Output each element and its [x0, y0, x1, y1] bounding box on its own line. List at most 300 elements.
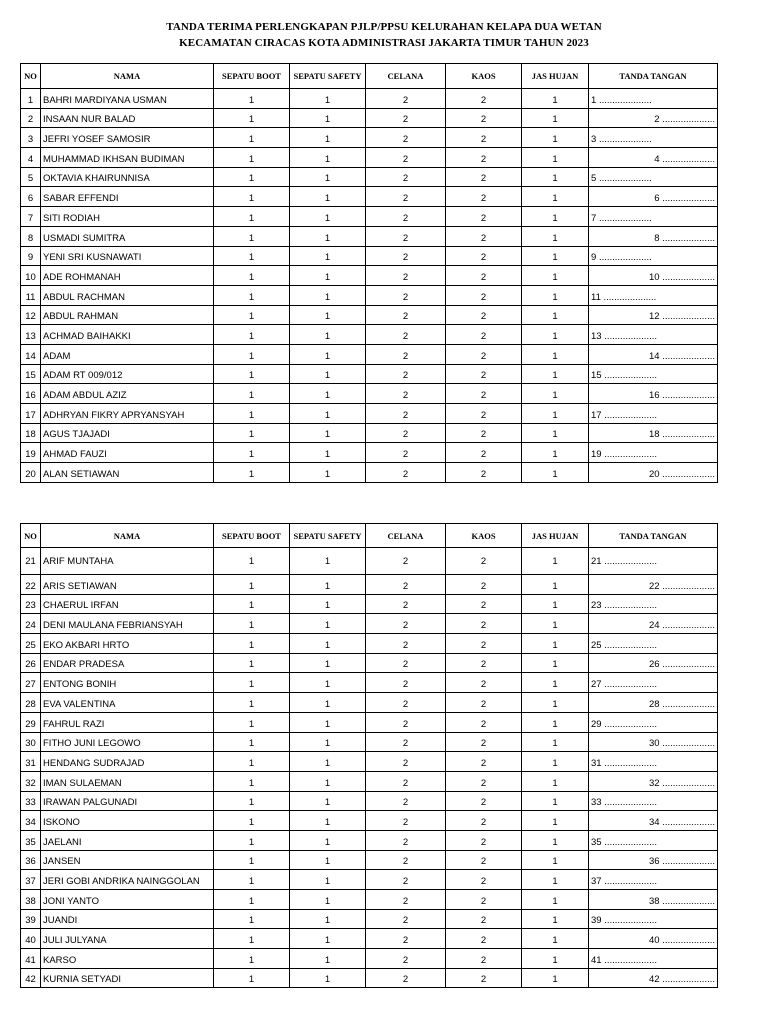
signature-field[interactable] [589, 968, 718, 988]
sepatu-boot-qty: 1 [214, 712, 290, 732]
celana-qty: 2 [366, 344, 446, 364]
signature-field[interactable] [589, 266, 718, 286]
table-header-row [21, 524, 718, 548]
sepatu-safety-qty: 1 [290, 575, 366, 595]
jas-hujan-qty: 1 [522, 732, 589, 752]
signature-field[interactable] [589, 949, 718, 969]
kaos-qty: 2 [446, 305, 522, 325]
row-number: 5 [21, 167, 41, 187]
row-number: 20 [21, 463, 41, 483]
table-row [21, 850, 718, 870]
row-number: 12 [21, 305, 41, 325]
sepatu-safety-qty: 1 [290, 246, 366, 266]
sepatu-boot-qty: 1 [214, 128, 290, 148]
sepatu-boot-qty: 1 [214, 752, 290, 772]
sepatu-boot-qty: 1 [214, 207, 290, 227]
celana-qty: 2 [366, 634, 446, 654]
kaos-qty: 2 [446, 344, 522, 364]
sepatu-boot-qty: 1 [214, 909, 290, 929]
celana-qty: 2 [366, 128, 446, 148]
row-number: 41 [21, 949, 41, 969]
sepatu-boot-qty: 1 [214, 463, 290, 483]
sepatu-safety-qty: 1 [290, 870, 366, 890]
sepatu-boot-qty: 1 [214, 443, 290, 463]
sepatu-boot-qty: 1 [214, 266, 290, 286]
signature-dotted-line: .................... [662, 738, 715, 750]
jas-hujan-qty: 1 [522, 325, 589, 345]
table-row [21, 771, 718, 791]
signature-field[interactable] [589, 830, 718, 850]
sepatu-boot-qty: 1 [214, 929, 290, 949]
table-row [21, 752, 718, 772]
signature-field[interactable] [589, 364, 718, 384]
signature-field[interactable] [589, 128, 718, 148]
sepatu-safety-qty: 1 [290, 187, 366, 207]
jas-hujan-qty: 1 [522, 548, 589, 575]
jas-hujan-qty: 1 [522, 850, 589, 870]
celana-qty: 2 [366, 653, 446, 673]
signature-number: 40 [648, 935, 660, 947]
sepatu-boot-qty: 1 [214, 364, 290, 384]
signature-field[interactable] [589, 752, 718, 772]
kaos-qty: 2 [446, 89, 522, 109]
sepatu-boot-qty: 1 [214, 850, 290, 870]
row-number: 31 [21, 752, 41, 772]
recipient-name: ALAN SETIAWAN [41, 463, 214, 483]
column-header-sepatu-safety: SEPATU SAFETY [290, 64, 366, 89]
recipient-name: USMADI SUMITRA [41, 226, 214, 246]
row-number: 11 [21, 285, 41, 305]
celana-qty: 2 [366, 108, 446, 128]
kaos-qty: 2 [446, 207, 522, 227]
row-number: 38 [21, 890, 41, 910]
table-row [21, 148, 718, 168]
celana-qty: 2 [366, 890, 446, 910]
sepatu-safety-qty: 1 [290, 752, 366, 772]
signature-field[interactable] [589, 634, 718, 654]
signature-number: 4 [654, 153, 660, 165]
signature-number: 25 [591, 639, 602, 651]
signature-field[interactable] [589, 850, 718, 870]
sepatu-safety-qty: 1 [290, 614, 366, 634]
signature-dotted-line: .................... [604, 718, 658, 730]
kaos-qty: 2 [446, 575, 522, 595]
kaos-qty: 2 [446, 949, 522, 969]
row-number: 16 [21, 384, 41, 404]
signature-number: 41 [591, 954, 602, 966]
jas-hujan-qty: 1 [522, 226, 589, 246]
row-number: 33 [21, 791, 41, 811]
recipient-name: AHMAD FAUZI [41, 443, 214, 463]
column-header-nama: NAMA [41, 64, 214, 89]
kaos-qty: 2 [446, 423, 522, 443]
jas-hujan-qty: 1 [522, 305, 589, 325]
signature-field[interactable] [589, 548, 718, 575]
sepatu-boot-qty: 1 [214, 548, 290, 575]
row-number: 27 [21, 673, 41, 693]
signature-field[interactable] [589, 614, 718, 634]
recipient-name: ARIS SETIAWAN [41, 575, 214, 595]
signature-number: 16 [648, 390, 660, 401]
column-header-celana: CELANA [366, 64, 446, 89]
table-row [21, 266, 718, 286]
signature-number: 1 [591, 94, 597, 106]
signature-field[interactable] [589, 167, 718, 187]
row-number: 22 [21, 575, 41, 595]
signature-number: 12 [648, 311, 660, 323]
table-row [21, 693, 718, 713]
sepatu-safety-qty: 1 [290, 791, 366, 811]
signature-number: 34 [648, 816, 660, 828]
row-number: 9 [21, 246, 41, 266]
jas-hujan-qty: 1 [522, 693, 589, 713]
signature-number: 24 [648, 620, 660, 632]
signature-number: 39 [591, 915, 602, 927]
jas-hujan-qty: 1 [522, 614, 589, 634]
sepatu-safety-qty: 1 [290, 443, 366, 463]
row-number: 17 [21, 404, 41, 424]
kaos-qty: 2 [446, 791, 522, 811]
signature-field[interactable] [589, 771, 718, 791]
signature-field[interactable] [589, 207, 718, 227]
sepatu-safety-qty: 1 [290, 890, 366, 910]
celana-qty: 2 [366, 949, 446, 969]
signature-dotted-line: .................... [662, 580, 715, 592]
kaos-qty: 2 [446, 246, 522, 266]
sepatu-safety-qty: 1 [290, 594, 366, 614]
table-row [21, 732, 718, 752]
table-row [21, 929, 718, 949]
jas-hujan-qty: 1 [522, 968, 589, 988]
sepatu-safety-qty: 1 [290, 811, 366, 831]
row-number: 10 [21, 266, 41, 286]
signature-field[interactable] [589, 791, 718, 811]
sepatu-boot-qty: 1 [214, 653, 290, 673]
signature-field[interactable] [589, 929, 718, 949]
signature-dotted-line: .................... [662, 620, 715, 632]
sepatu-boot-qty: 1 [214, 968, 290, 988]
sepatu-safety-qty: 1 [290, 673, 366, 693]
recipient-name: ENTONG BONIH [41, 673, 214, 693]
row-number: 25 [21, 634, 41, 654]
table-row [21, 364, 718, 384]
kaos-qty: 2 [446, 929, 522, 949]
jas-hujan-qty: 1 [522, 890, 589, 910]
sepatu-boot-qty: 1 [214, 423, 290, 443]
column-header-jas-hujan: JAS HUJAN [522, 524, 589, 548]
signature-field[interactable] [589, 653, 718, 673]
jas-hujan-qty: 1 [522, 575, 589, 595]
signature-field[interactable] [589, 890, 718, 910]
signature-dotted-line: .................... [604, 915, 658, 927]
recipient-name: FAHRUL RAZI [41, 712, 214, 732]
celana-qty: 2 [366, 548, 446, 575]
signature-dotted-line: .................... [598, 252, 652, 264]
signature-field[interactable] [589, 226, 718, 246]
signature-field[interactable] [589, 187, 718, 207]
column-header-nama: NAMA [41, 524, 214, 548]
celana-qty: 2 [366, 305, 446, 325]
signature-field[interactable] [589, 575, 718, 595]
row-number: 35 [21, 830, 41, 850]
table-row [21, 890, 718, 910]
row-number: 30 [21, 732, 41, 752]
celana-qty: 2 [366, 575, 446, 595]
signature-field[interactable] [589, 594, 718, 614]
jas-hujan-qty: 1 [522, 791, 589, 811]
row-number: 18 [21, 423, 41, 443]
table-header-row [21, 64, 718, 89]
kaos-qty: 2 [446, 167, 522, 187]
table-row [21, 634, 718, 654]
sepatu-safety-qty: 1 [290, 771, 366, 791]
signature-number: 11 [591, 291, 601, 303]
table-row [21, 909, 718, 929]
recipient-name: ARIF MUNTAHA [41, 548, 214, 575]
sepatu-boot-qty: 1 [214, 732, 290, 752]
jas-hujan-qty: 1 [522, 148, 589, 168]
signature-field[interactable] [589, 246, 718, 266]
kaos-qty: 2 [446, 443, 522, 463]
row-number: 7 [21, 207, 41, 227]
recipient-name: BAHRI MARDIYANA USMAN [41, 89, 214, 109]
sepatu-boot-qty: 1 [214, 404, 290, 424]
jas-hujan-qty: 1 [522, 167, 589, 187]
celana-qty: 2 [366, 246, 446, 266]
signature-field[interactable] [589, 384, 718, 404]
table-row [21, 246, 718, 266]
jas-hujan-qty: 1 [522, 712, 589, 732]
signature-dotted-line: .................... [662, 114, 715, 126]
sepatu-boot-qty: 1 [214, 344, 290, 364]
sepatu-safety-qty: 1 [290, 89, 366, 109]
sepatu-boot-qty: 1 [214, 594, 290, 614]
celana-qty: 2 [366, 752, 446, 772]
kaos-qty: 2 [446, 811, 522, 831]
sepatu-safety-qty: 1 [290, 344, 366, 364]
sepatu-safety-qty: 1 [290, 285, 366, 305]
signature-dotted-line: .................... [662, 698, 715, 710]
signature-dotted-line: .................... [604, 409, 658, 421]
signature-dotted-line: .................... [604, 954, 658, 966]
signature-number: 30 [648, 738, 660, 750]
kaos-qty: 2 [446, 850, 522, 870]
sepatu-safety-qty: 1 [290, 732, 366, 752]
column-header-tanda-tangan: TANDA TANGAN [589, 524, 718, 548]
column-header-sepatu-safety: SEPATU SAFETY [290, 524, 366, 548]
signature-number: 26 [648, 659, 660, 671]
signature-field[interactable] [589, 305, 718, 325]
signature-number: 17 [591, 409, 602, 421]
kaos-qty: 2 [446, 384, 522, 404]
sepatu-safety-qty: 1 [290, 404, 366, 424]
receipt-table-1 [20, 63, 718, 483]
signature-field[interactable] [589, 423, 718, 443]
kaos-qty: 2 [446, 653, 522, 673]
celana-qty: 2 [366, 771, 446, 791]
signature-dotted-line: .................... [598, 94, 652, 106]
table-row [21, 108, 718, 128]
recipient-name: ACHMAD BAIHAKKI [41, 325, 214, 345]
sepatu-safety-qty: 1 [290, 266, 366, 286]
jas-hujan-qty: 1 [522, 949, 589, 969]
sepatu-boot-qty: 1 [214, 285, 290, 305]
sepatu-boot-qty: 1 [214, 693, 290, 713]
signature-field[interactable] [589, 148, 718, 168]
sepatu-boot-qty: 1 [214, 325, 290, 345]
sepatu-safety-qty: 1 [290, 364, 366, 384]
kaos-qty: 2 [446, 364, 522, 384]
sepatu-safety-qty: 1 [290, 207, 366, 227]
sepatu-safety-qty: 1 [290, 693, 366, 713]
jas-hujan-qty: 1 [522, 909, 589, 929]
signature-number: 37 [591, 876, 602, 887]
signature-number: 6 [654, 193, 660, 205]
signature-field[interactable] [589, 344, 718, 364]
signature-field[interactable] [589, 673, 718, 693]
row-number: 8 [21, 226, 41, 246]
row-number: 24 [21, 614, 41, 634]
recipient-name: KARSO [41, 949, 214, 969]
kaos-qty: 2 [446, 463, 522, 483]
signature-field[interactable] [589, 870, 718, 890]
kaos-qty: 2 [446, 325, 522, 345]
signature-field[interactable] [589, 89, 718, 109]
jas-hujan-qty: 1 [522, 266, 589, 286]
table-row [21, 463, 718, 483]
recipient-name: ABDUL RACHMAN [41, 285, 214, 305]
celana-qty: 2 [366, 830, 446, 850]
signature-field[interactable] [589, 712, 718, 732]
signature-field[interactable] [589, 463, 718, 483]
recipient-name: DENI MAULANA FEBRIANSYAH [41, 614, 214, 634]
signature-dotted-line: .................... [662, 777, 715, 789]
table-row [21, 325, 718, 345]
signature-number: 32 [648, 777, 660, 789]
sepatu-safety-qty: 1 [290, 548, 366, 575]
signature-field[interactable] [589, 732, 718, 752]
row-number: 32 [21, 771, 41, 791]
celana-qty: 2 [366, 285, 446, 305]
celana-qty: 2 [366, 850, 446, 870]
signature-number: 38 [648, 895, 660, 907]
recipient-name: SABAR EFFENDI [41, 187, 214, 207]
recipient-name: YENI SRI KUSNAWATI [41, 246, 214, 266]
kaos-qty: 2 [446, 890, 522, 910]
signature-dotted-line: .................... [604, 330, 658, 342]
signature-number: 7 [591, 212, 597, 224]
signature-field[interactable] [589, 811, 718, 831]
recipient-name: AGUS TJAJADI [41, 423, 214, 443]
jas-hujan-qty: 1 [522, 344, 589, 364]
sepatu-boot-qty: 1 [214, 949, 290, 969]
recipient-name: ENDAR PRADESA [41, 653, 214, 673]
kaos-qty: 2 [446, 673, 522, 693]
kaos-qty: 2 [446, 226, 522, 246]
table-row [21, 344, 718, 364]
row-number: 42 [21, 968, 41, 988]
row-number: 21 [21, 548, 41, 575]
sepatu-safety-qty: 1 [290, 128, 366, 148]
table-row [21, 423, 718, 443]
table-row [21, 226, 718, 246]
celana-qty: 2 [366, 148, 446, 168]
celana-qty: 2 [366, 384, 446, 404]
sepatu-safety-qty: 1 [290, 167, 366, 187]
signature-number: 19 [591, 449, 602, 461]
celana-qty: 2 [366, 712, 446, 732]
celana-qty: 2 [366, 614, 446, 634]
kaos-qty: 2 [446, 830, 522, 850]
signature-dotted-line: .................... [662, 816, 715, 828]
kaos-qty: 2 [446, 614, 522, 634]
table-row [21, 548, 718, 575]
signature-dotted-line: .................... [604, 370, 658, 382]
signature-dotted-line: .................... [604, 836, 658, 848]
recipient-name: ADHRYAN FIKRY APRYANSYAH [41, 404, 214, 424]
kaos-qty: 2 [446, 634, 522, 654]
signature-dotted-line: .................... [662, 935, 715, 947]
celana-qty: 2 [366, 732, 446, 752]
kaos-qty: 2 [446, 712, 522, 732]
celana-qty: 2 [366, 929, 446, 949]
signature-number: 13 [591, 330, 602, 342]
sepatu-boot-qty: 1 [214, 148, 290, 168]
signature-field[interactable] [589, 909, 718, 929]
celana-qty: 2 [366, 443, 446, 463]
signature-number: 31 [591, 757, 602, 769]
table-row [21, 673, 718, 693]
celana-qty: 2 [366, 404, 446, 424]
signature-field[interactable] [589, 693, 718, 713]
signature-field[interactable] [589, 108, 718, 128]
kaos-qty: 2 [446, 870, 522, 890]
celana-qty: 2 [366, 364, 446, 384]
jas-hujan-qty: 1 [522, 384, 589, 404]
signature-dotted-line: .................... [662, 271, 715, 283]
row-number: 6 [21, 187, 41, 207]
recipient-name: IMAN SULAEMAN [41, 771, 214, 791]
jas-hujan-qty: 1 [522, 207, 589, 227]
signature-field[interactable] [589, 443, 718, 463]
kaos-qty: 2 [446, 128, 522, 148]
table-row [21, 594, 718, 614]
kaos-qty: 2 [446, 909, 522, 929]
signature-field[interactable] [589, 285, 718, 305]
kaos-qty: 2 [446, 594, 522, 614]
sepatu-safety-qty: 1 [290, 909, 366, 929]
celana-qty: 2 [366, 423, 446, 443]
kaos-qty: 2 [446, 404, 522, 424]
signature-field[interactable] [589, 325, 718, 345]
signature-dotted-line: .................... [662, 232, 715, 244]
celana-qty: 2 [366, 594, 446, 614]
celana-qty: 2 [366, 811, 446, 831]
row-number: 19 [21, 443, 41, 463]
signature-number: 3 [591, 134, 597, 146]
jas-hujan-qty: 1 [522, 108, 589, 128]
recipient-name: JEFRI YOSEF SAMOSIR [41, 128, 214, 148]
recipient-name: JUANDI [41, 909, 214, 929]
signature-number: 33 [591, 797, 602, 809]
kaos-qty: 2 [446, 548, 522, 575]
recipient-name: OKTAVIA KHAIRUNNISA [41, 167, 214, 187]
table-row [21, 712, 718, 732]
celana-qty: 2 [366, 693, 446, 713]
signature-field[interactable] [589, 404, 718, 424]
signature-number: 14 [648, 350, 660, 362]
signature-dotted-line: .................... [662, 856, 715, 868]
